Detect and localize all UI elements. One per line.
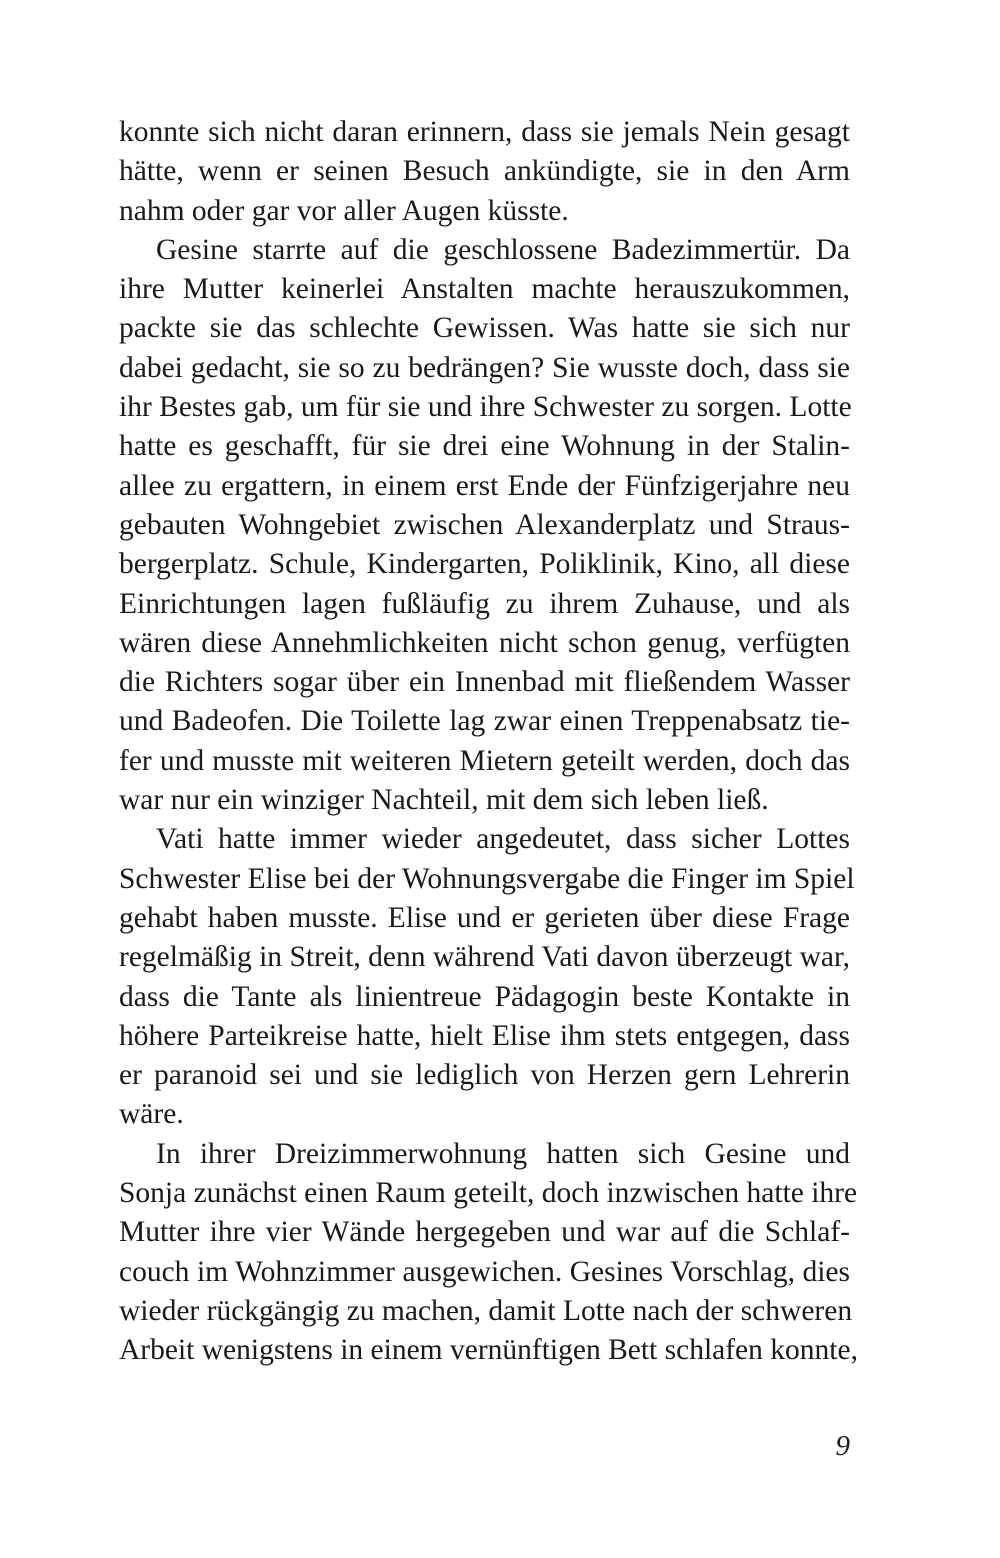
text-line: wären diese Annehmlichkeiten nicht schon genug, verfügten	[119, 626, 850, 659]
text-line: Mutter ihre vier Wände hergegeben und war auf die Schlaf-	[119, 1216, 850, 1249]
text-line: wieder rückgängig zu machen, damit Lotte nach der schweren	[119, 1294, 853, 1327]
text-line: und Badeofen. Die Toilette lag zwar einen Treppenabsatz tie-	[119, 705, 850, 738]
text-line: bergerplatz. Schule, Kindergarten, Poliklinik, Kino, all diese	[119, 548, 850, 581]
text-line: regelmäßig in Streit, denn während Vati davon überzeugt war,	[119, 941, 850, 974]
paragraph-first-line: In ihrer Dreizimmerwohnung hatten sich Gesine und	[156, 1137, 850, 1170]
text-line: hatte es geschafft, für sie drei eine Wohnung in der Stalin-	[119, 430, 850, 463]
paragraph-first-line: Vati hatte immer wieder angedeutet, dass sicher Lottes	[156, 823, 850, 856]
text-line: Schwester Elise bei der Wohnungsvergabe die Finger im Spiel	[119, 862, 855, 895]
text-line: ihre Mutter keinerlei Anstalten machte herauszukommen,	[119, 273, 850, 306]
text-line: konnte sich nicht daran erinnern, dass sie jemals Nein gesagt	[119, 116, 850, 148]
text-line: wäre.	[119, 1098, 184, 1131]
text-line: dabei gedacht, sie so zu bedrängen? Sie wusste doch, dass sie	[119, 351, 850, 384]
text-line: gehabt haben musste. Elise und er gerieten über diese Frage	[119, 901, 850, 934]
text-line: couch im Wohnzimmer ausgewichen. Gesines Vorschlag, dies	[119, 1255, 850, 1288]
text-line: die Richters sogar über ein Innenbad mit fließendem Wasser	[119, 666, 850, 699]
text-line: er paranoid sei und sie lediglich von Herzen gern Lehrerin	[119, 1059, 850, 1092]
text-line: war nur ein winziger Nachteil, mit dem sich leben ließ.	[119, 784, 769, 817]
body-text	[119, 113, 858, 1371]
text-line: Sonja zunächst einen Raum geteilt, doch inzwischen hatte ihre	[119, 1177, 858, 1210]
text-line: dass die Tante als linientreue Pädagogin beste Kontakte in	[119, 980, 850, 1013]
paragraph-first-line: Gesine starrte auf die geschlossene Badezimmertür. Da	[156, 233, 850, 266]
text-line: hätte, wenn er seinen Besuch ankündigte, sie in den Arm	[119, 155, 850, 188]
text-line: Arbeit wenigstens in einem vernünftigen Bett schlafen konnte,	[119, 1334, 858, 1367]
text-line: höhere Parteikreise hatte, hielt Elise ihm stets entgegen, dass	[119, 1019, 850, 1052]
text-line: packte sie das schlechte Gewissen. Was hatte sie sich nur	[119, 312, 850, 345]
text-line: nahm oder gar vor aller Augen küsste.	[119, 194, 569, 227]
page-number: 9	[835, 1430, 850, 1462]
text-line: ihr Bestes gab, um für sie und ihre Schwester zu sorgen. Lotte	[119, 391, 852, 424]
text-line: Einrichtungen lagen fußläufig zu ihrem Zuhause, und als	[119, 587, 850, 620]
text-line: allee zu ergattern, in einem erst Ende der Fünfzigerjahre neu	[119, 469, 850, 502]
text-line: gebauten Wohngebiet zwischen Alexanderplatz und Straus-	[119, 508, 850, 541]
text-line: fer und musste mit weiteren Mietern geteilt werden, doch das	[119, 744, 850, 777]
